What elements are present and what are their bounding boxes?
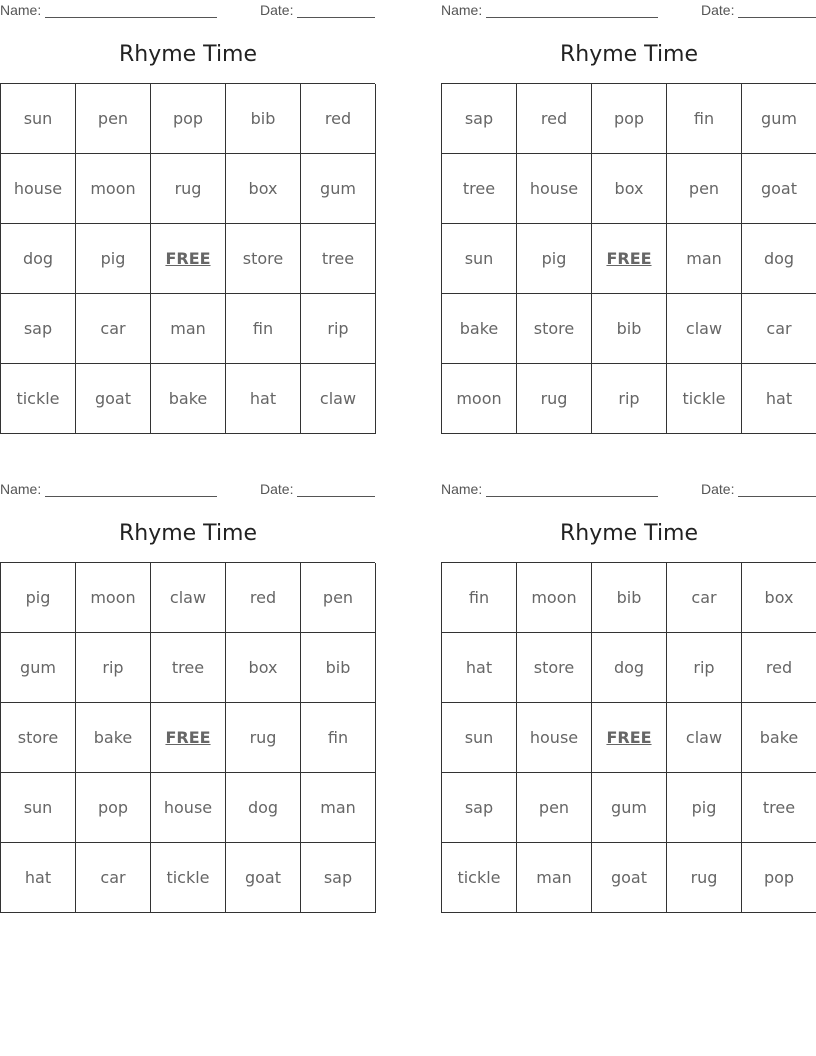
name-label: Name: [0,481,42,497]
bingo-cell: pen [76,84,151,154]
bingo-cell: rip [592,364,667,434]
free-space: FREE [592,703,667,773]
bingo-cell: bib [301,633,376,703]
bingo-cell: car [76,843,151,913]
bingo-cell: moon [517,563,592,633]
bingo-cell: rug [517,364,592,434]
name-label: Name: [441,2,483,18]
bingo-cell: man [301,773,376,843]
bingo-cell: fin [226,294,301,364]
bingo-cell: hat [742,364,816,434]
bingo-cell: hat [226,364,301,434]
bingo-cell: bake [442,294,517,364]
name-label: Name: [0,2,42,18]
bingo-cell: pig [76,224,151,294]
bingo-cell: sap [301,843,376,913]
bingo-cell: box [226,633,301,703]
bingo-cell: rug [151,154,226,224]
bingo-cell: moon [442,364,517,434]
bingo-cell: pop [151,84,226,154]
card-title: Rhyme Time [559,521,699,546]
free-space: FREE [151,224,226,294]
bingo-cell: tickle [667,364,742,434]
bingo-cell: red [301,84,376,154]
bingo-cell: box [226,154,301,224]
bingo-cell: bib [592,294,667,364]
bingo-cell: rip [301,294,376,364]
bingo-cell: house [151,773,226,843]
bingo-cell: claw [667,703,742,773]
bingo-cell: rip [667,633,742,703]
bingo-cell: man [667,224,742,294]
name-date-row [0,2,376,20]
bingo-cell: house [517,703,592,773]
name-date-row [0,481,376,499]
bingo-cell: red [742,633,816,703]
name-date-row [441,481,816,499]
bingo-cell: dog [226,773,301,843]
bingo-cell: red [226,563,301,633]
bingo-cell: sun [442,703,517,773]
bingo-cell: pig [667,773,742,843]
bingo-cell: bake [151,364,226,434]
date-label: Date: [260,481,294,497]
bingo-cell: claw [301,364,376,434]
bingo-card [441,479,816,913]
name-line [486,17,658,18]
bingo-cell: tickle [442,843,517,913]
bingo-cell: pen [517,773,592,843]
date-line [297,496,375,497]
name-line [486,496,658,497]
name-label: Name: [441,481,483,497]
bingo-cell: bib [592,563,667,633]
bingo-cell: tickle [151,843,226,913]
date-label: Date: [260,2,294,18]
bingo-cell: dog [592,633,667,703]
bingo-cell: gum [742,84,816,154]
bingo-cell: sap [1,294,76,364]
bingo-cell: sap [442,84,517,154]
bingo-cell: fin [442,563,517,633]
date-label: Date: [701,481,735,497]
bingo-cell: moon [76,154,151,224]
name-line [45,17,217,18]
date-line [738,496,816,497]
bingo-cell: fin [301,703,376,773]
bingo-cell: store [1,703,76,773]
free-space: FREE [592,224,667,294]
bingo-cell: pen [667,154,742,224]
bingo-cell: rip [76,633,151,703]
bingo-cell: rug [667,843,742,913]
name-date-row [441,2,816,20]
bingo-cell: goat [742,154,816,224]
bingo-cell: claw [151,563,226,633]
date-line [297,17,375,18]
bingo-cell: hat [1,843,76,913]
bingo-cell: claw [667,294,742,364]
bingo-cell: tree [442,154,517,224]
bingo-cell: fin [667,84,742,154]
bingo-cell: house [517,154,592,224]
bingo-grid [0,83,375,434]
bingo-cell: man [517,843,592,913]
card-title: Rhyme Time [118,521,258,546]
bingo-cell: car [742,294,816,364]
bingo-cell: pig [1,563,76,633]
bingo-cell: store [517,294,592,364]
bingo-grid [441,83,816,434]
bingo-cell: red [517,84,592,154]
card-title: Rhyme Time [559,42,699,67]
bingo-cell: dog [1,224,76,294]
bingo-cell: tickle [1,364,76,434]
bingo-cell: car [76,294,151,364]
bingo-cell: pop [76,773,151,843]
bingo-cell: goat [76,364,151,434]
bingo-cell: sun [442,224,517,294]
bingo-cell: box [742,563,816,633]
bingo-cell: pop [742,843,816,913]
bingo-cell: goat [226,843,301,913]
bingo-cell: goat [592,843,667,913]
bingo-cell: bib [226,84,301,154]
bingo-cell: gum [301,154,376,224]
bingo-cell: rug [226,703,301,773]
bingo-cell: pen [301,563,376,633]
bingo-cell: car [667,563,742,633]
bingo-cell: bake [76,703,151,773]
bingo-cell: sun [1,84,76,154]
bingo-cell: hat [442,633,517,703]
bingo-cell: tree [301,224,376,294]
bingo-cell: tree [742,773,816,843]
bingo-cell: dog [742,224,816,294]
bingo-cell: sap [442,773,517,843]
bingo-card [0,479,376,913]
bingo-cell: moon [76,563,151,633]
bingo-cell: sun [1,773,76,843]
bingo-cell: pig [517,224,592,294]
bingo-grid [441,562,816,913]
bingo-grid [0,562,375,913]
free-space: FREE [151,703,226,773]
date-line [738,17,816,18]
date-label: Date: [701,2,735,18]
bingo-cell: house [1,154,76,224]
bingo-cell: store [517,633,592,703]
bingo-cell: store [226,224,301,294]
bingo-cell: box [592,154,667,224]
bingo-cell: bake [742,703,816,773]
card-title: Rhyme Time [118,42,258,67]
bingo-card [441,0,816,434]
name-line [45,496,217,497]
bingo-cell: pop [592,84,667,154]
bingo-cell: gum [592,773,667,843]
bingo-card [0,0,376,434]
bingo-cell: tree [151,633,226,703]
bingo-cell: man [151,294,226,364]
bingo-cell: gum [1,633,76,703]
